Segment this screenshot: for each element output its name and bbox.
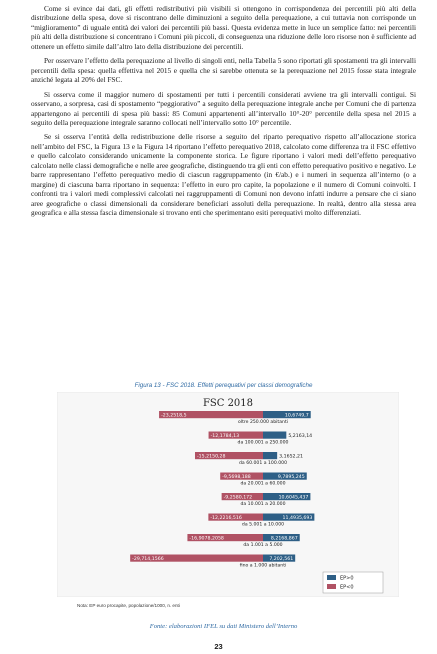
bar-label-positive: 9,7895,245	[277, 474, 305, 480]
paragraph-2: Per osservare l’effetto della perequazione al livello di singoli enti, nella Tabella 5 sono riportati gli spostamenti tra gli intervalli percentili della spesa: quella effettiva nel 2015 e quella che si sarebbe ottenuta se la perequazione nel 2015 fosse stata integrale anziché legata al 20% del FSC.	[31, 56, 416, 85]
paragraph-4: Se si osserva l’entità della redistribuzione delle risorse a seguito del riparto perequativo rispetto all’allocazione storica nell’ambito del FSC, la Figura 13 e la Figura 14 riportano l’effetto perequativo 2018, calcolato come differenza tra il FSC effettivo e quello calcolato considerando unicamente la componente storica. Le figure riportano i valori medi dell’effetto perequativo calcolato nelle classi demografiche e nelle aree geografiche, distinguendo tra gli enti con effetto perequativo positivo e negativo. Le barre rappresentano l’effetto perequativo medio di ciascun raggruppamento (in €/ab.) e i numeri in sequenza all’interno (o a margine) di ciascuna barra riportano in sequenza: l’effetto in euro pro capite, la popolazione e il numero di Comuni coinvolti. I confronti tra i valori medi complessivi calcolati nei raggruppamenti di Comuni non devono infatti indurre a pensare che ci siano aree geografiche o classi dimensionali da considerare beneficiari assoluti della perequazione. In realtà, dentro alla stessa area geografica e alla stessa fascia dimensionale si trovano enti che sperimentano esiti perequativi molto differenziati.	[31, 132, 416, 218]
chart-container	[57, 392, 399, 597]
category-label: fino a 1.000 abitanti	[239, 563, 287, 569]
chart-title: FSC 2018	[202, 398, 254, 409]
category-label: oltre 250.000 abitanti	[237, 420, 289, 425]
bar-label-positive: 5,2163,14	[288, 433, 313, 439]
bar-label-positive: 3,1652,21	[279, 454, 304, 460]
source-line: Fonte: elaborazioni IFEL su dati Ministero dell’Interno	[149, 623, 298, 630]
bar-label-positive: 10,6749,7	[284, 413, 309, 419]
legend-label: EP>0	[340, 575, 354, 582]
category-label: da 10.001 a 20.000	[240, 502, 286, 507]
legend-swatch	[327, 584, 336, 589]
bar-positive	[263, 432, 286, 439]
bar-label-negative: -16,9078,2058	[189, 536, 224, 542]
paragraph-1: Come si evince dai dati, gli effetti redistributivi più visibili si ottengono in corrispondenza dei percentili più alti della distribuzione della spesa, dove si riscontrano delle diminuzioni a seguito della perequazione, a cui tuttavia non corrisponde un “miglioramento” di uguale entità dei valori dei percentili più bassi. Questa evidenza mette in luce un semplice fatto: nei percentili più alti della distribuzione si concentrano i Comuni più piccoli, di conseguenza una riduzione delle loro risorse non è sufficiente ad ottenere un effetto simile dall’altro lato della distribuzione dei percentili.	[31, 4, 416, 51]
legend-swatch	[327, 575, 336, 580]
bar-label-negative: -12,2216,516	[210, 515, 242, 521]
category-label: da 20.001 a 60.000	[240, 481, 286, 487]
bar-label-negative: -9,2580,172	[223, 495, 253, 501]
bar-label-negative: -12,1784,13	[210, 433, 240, 439]
paragraph-3: Si osserva come il maggior numero di spostamenti per tutti i percentili considerati avviene tra gli intervalli contigui. Si osservano, a sorpresa, casi di spostamento “peggiorativo” a seguito della perequazione integrale anche per Comuni che di partenza appartengono ai percentili di spesa più bassi: 85 Comuni appartenenti all’intervallo 10°-20° percentile della spesa nel 2015 a seguito della perequazione integrale saranno collocati nell’intervallo sotto 10° percentile.	[31, 89, 416, 127]
bar-label-negative: -29,714,1566	[132, 556, 164, 562]
bar-label-positive: 7,202,561	[269, 556, 294, 562]
bar-label-negative: -15,2150,28	[196, 454, 226, 460]
body-text	[31, 4, 416, 223]
bar-label-positive: 8,2168,867	[270, 536, 298, 542]
bar-chart	[57, 392, 399, 597]
bar-label-negative: -23,2518,5	[161, 413, 187, 419]
legend-label: EP<0	[340, 584, 354, 591]
bar-label-positive: 10,6045,437	[278, 495, 309, 501]
category-label: da 1.001 a 5.000	[243, 543, 283, 548]
bar-label-positive: 11,4935,693	[282, 515, 313, 521]
category-label: da 100.001 a 250.000	[237, 440, 289, 446]
figure-caption: Figura 13 - FSC 2018. Effetti perequativi per classi demografiche	[134, 382, 313, 389]
bar-label-negative: -9,5698,188	[222, 474, 251, 480]
chart-note: Nota: EP euro procapite, popolazione/1000, n. enti	[77, 603, 180, 608]
category-label: da 60.001 a 100.000	[239, 461, 287, 466]
category-label: da 5.001 a 10.000	[241, 522, 285, 528]
page-number: 23	[214, 642, 223, 651]
bar-positive	[263, 452, 277, 459]
